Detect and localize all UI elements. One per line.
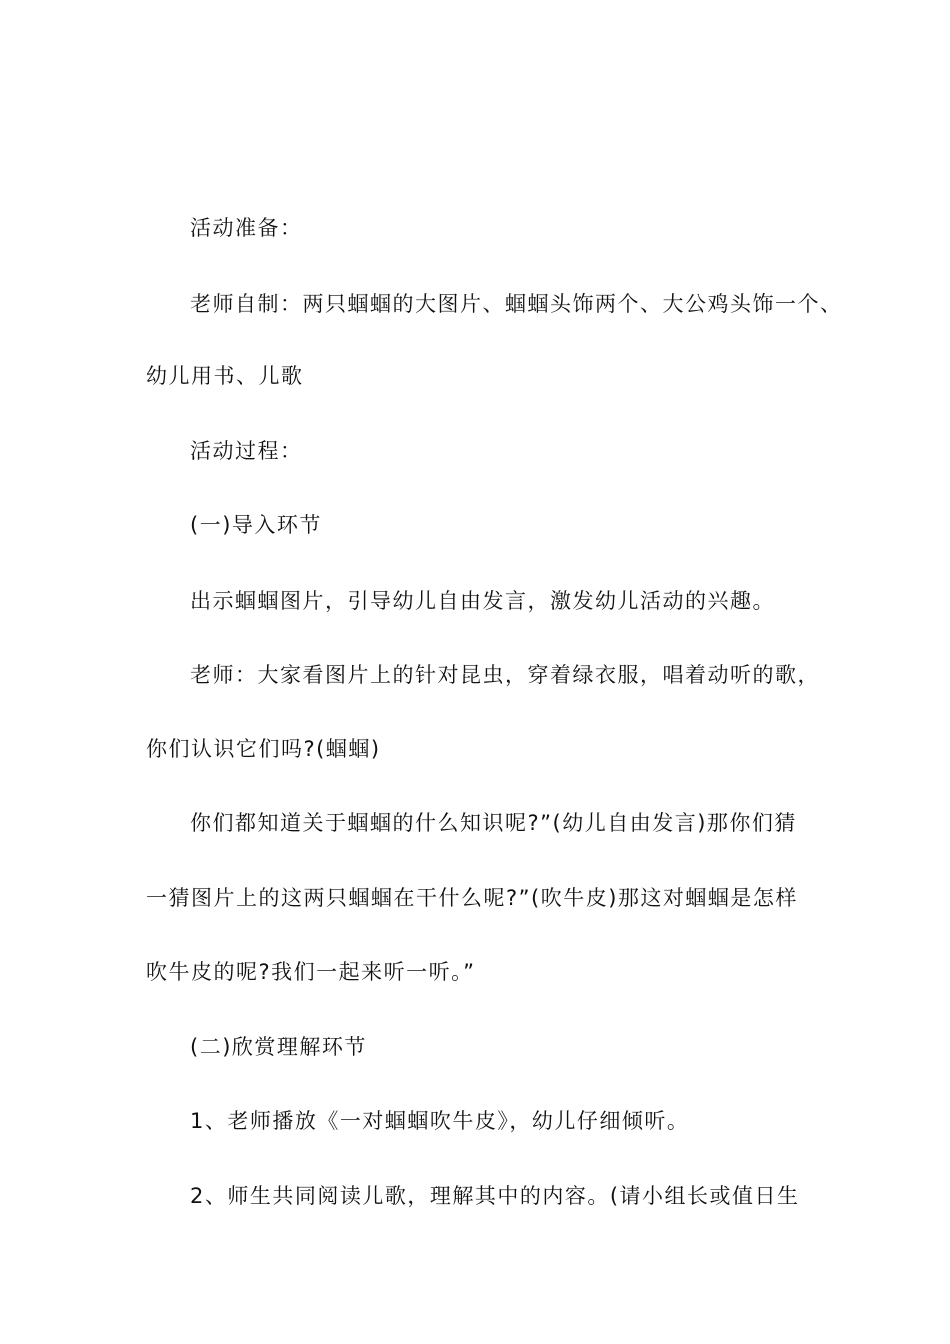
- section-heading-process: 活动过程：: [190, 439, 303, 463]
- paragraph-line: 幼儿用书、儿歌: [146, 364, 304, 388]
- paragraph-line: 吹牛皮的呢?我们一起来听一听。”: [146, 960, 476, 984]
- paragraph-line: 你们认识它们吗?(蝈蝈): [146, 737, 381, 761]
- section-heading-preparation: 活动准备：: [190, 216, 303, 240]
- list-item: 1、老师播放《一对蝈蝈吹牛皮》，幼儿仔细倾听。: [190, 1109, 690, 1133]
- paragraph-line: 老师：大家看图片上的针对昆虫，穿着绿衣服，唱着动听的歌，: [190, 663, 820, 687]
- paragraph-line: 一猜图片上的这两只蝈蝈在干什么呢?”(吹牛皮)那这对蝈蝈是怎样: [146, 886, 798, 910]
- list-item: 2、师生共同阅读儿歌，理解其中的内容。(请小组长或值日生: [190, 1184, 800, 1208]
- subsection-heading-appreciation: (二)欣赏理解环节: [190, 1035, 367, 1059]
- paragraph-line: 你们都知道关于蝈蝈的什么知识呢?”(幼儿自由发言)那你们猜: [190, 811, 797, 835]
- paragraph-line: 出示蝈蝈图片，引导幼儿自由发言，激发幼儿活动的兴趣。: [190, 589, 775, 613]
- paragraph-line: 老师自制：两只蝈蝈的大图片、蝈蝈头饰两个、大公鸡头饰一个、: [190, 292, 843, 316]
- subsection-heading-intro: (一)导入环节: [190, 513, 322, 537]
